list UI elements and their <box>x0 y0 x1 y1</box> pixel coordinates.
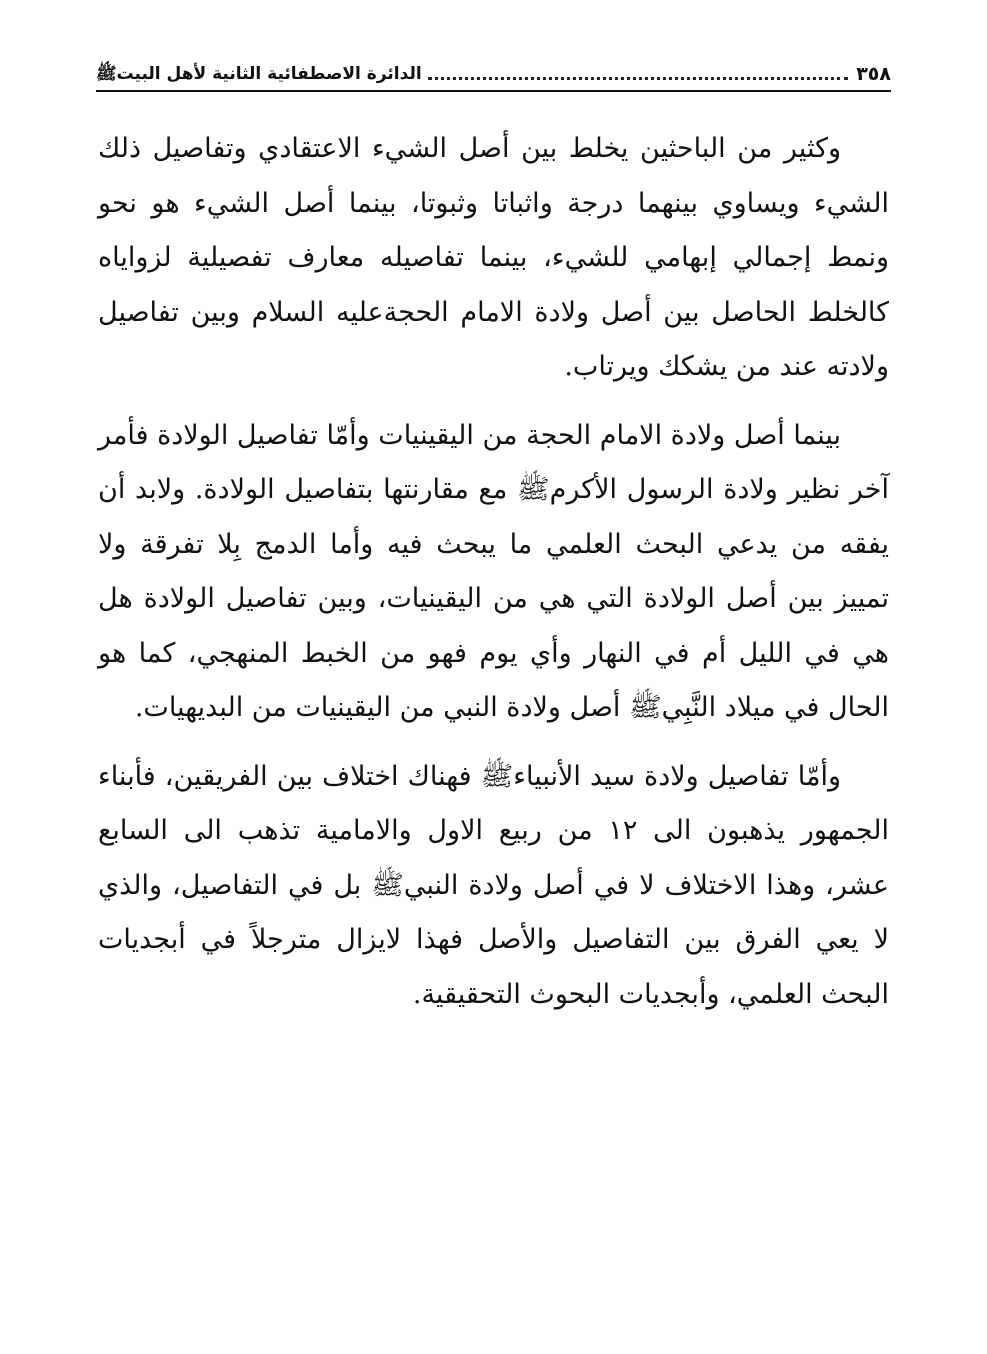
header-dot-leader <box>428 77 849 80</box>
running-header <box>96 52 891 92</box>
paragraph-1: وكثير من الباحثين يخلط بين أصل الشيء الاعتقادي وتفاصيل ذلك الشيء ويساوي بينهما درجة واثباتا وثبوتا، بينما أصل الشيء هو نحو ونمط إجمالي إبهامي للشيء، بينما تفاصيله معارف تفصيلية لزواياه كالخلط الحاصل بين أصل ولادة الامام الحجةعليه السلام وبين تفاصيل ولادته عند من يشكك ويرتاب. <box>98 133 889 382</box>
paragraph-2: بينما أصل ولادة الامام الحجة من اليقينيات وأمّا تفاصيل الولادة فأمر آخر نظير ولادة الرسول الأكرمﷺ مع مقارنتها بتفاصيل الولادة. ولابد أن يفقه من يدعي البحث العلمي ما يبحث فيه وأما الدمج بِلا تفرقة ولا تمييز بين أصل الولادة التي هي من اليقينيات، وبين تفاصيل الولادة هل هي في الليل أم في النهار وأي يوم فهو من الخبط المنهجي، كما هو الحال في ميلاد النَّبِيﷺ أصل ولادة النبي من اليقينيات من البديهيات. <box>98 419 889 723</box>
header-title: الدائرة الاصطفائية الثانية لأهل البيتﷺ <box>96 64 422 84</box>
body-text <box>98 122 889 1036</box>
page-number: ٣٥٨ <box>856 63 891 85</box>
paragraph-3: وأمّا تفاصيل ولادة سيد الأنبياءﷺ فهناك اختلاف بين الفريقين، فأبناء الجمهور يذهبون الى ١٢ من ربيع الاول والامامية تذهب الى السابع عشر، وهذا الاختلاف لا في أصل ولادة النبيﷺ بل في التفاصيل، والذي لا يعي الفرق بين التفاصيل والأصل فهذا لايزال مترجلاً في أبجديات البحث العلمي، وأبجديات البحوث التحقيقية. <box>98 760 889 1010</box>
